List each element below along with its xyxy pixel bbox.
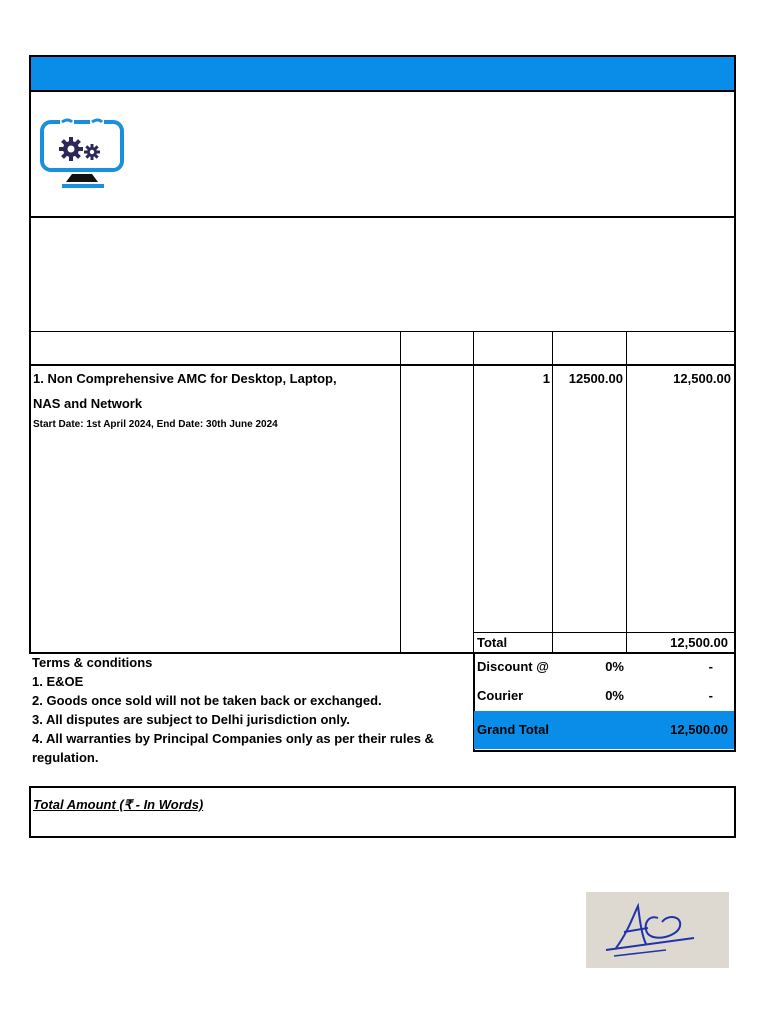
computer-gears-icon <box>38 116 128 192</box>
invoice-frame <box>29 55 736 654</box>
discount-percent: 0% <box>605 659 624 674</box>
item-note: Start Date: 1st April 2024, End Date: 30th June 2024 <box>33 419 278 430</box>
item-qty: 1 <box>542 371 550 386</box>
total-value: 12,500.00 <box>670 635 728 650</box>
signature-image <box>586 892 729 968</box>
column-divider-3 <box>552 331 553 653</box>
total-row-top-line <box>474 632 734 633</box>
column-divider-1 <box>400 331 401 653</box>
item-description-line1: 1. Non Comprehensive AMC for Desktop, Laptop, <box>33 371 337 386</box>
table-top-line <box>31 331 734 332</box>
item-description-line2: NAS and Network <box>33 396 143 411</box>
grand-total-value: 12,500.00 <box>670 722 728 737</box>
total-label: Total <box>477 635 508 650</box>
terms-line: 3. All disputes are subject to Delhi jurisdiction only. <box>32 712 350 727</box>
courier-label: Courier <box>477 688 524 703</box>
terms-line: 4. All warranties by Principal Companies only as per their rules & <box>32 731 434 746</box>
courier-percent: 0% <box>605 688 624 703</box>
courier-value: - <box>708 688 713 703</box>
terms-line: 2. Goods once sold will not be taken back or exchanged. <box>32 693 382 708</box>
terms-heading: Terms & conditions <box>32 655 153 670</box>
discount-label: Discount @ <box>477 659 549 674</box>
item-amount: 12,500.00 <box>673 371 731 386</box>
amount-in-words-label: Total Amount (₹ - In Words) <box>33 797 204 812</box>
terms-line: 1. E&OE <box>32 674 84 689</box>
column-divider-4 <box>626 331 627 653</box>
signature-drawing <box>586 892 729 968</box>
divider-logo-bottom <box>31 216 734 218</box>
item-rate: 12500.00 <box>568 371 623 386</box>
table-header-bottom-line <box>31 364 734 366</box>
column-divider-2 <box>473 331 474 653</box>
terms-line: regulation. <box>32 750 99 765</box>
company-logo <box>38 116 128 192</box>
header-bar <box>31 57 734 92</box>
discount-value: - <box>708 659 713 674</box>
grand-total-label: Grand Total <box>477 722 549 737</box>
